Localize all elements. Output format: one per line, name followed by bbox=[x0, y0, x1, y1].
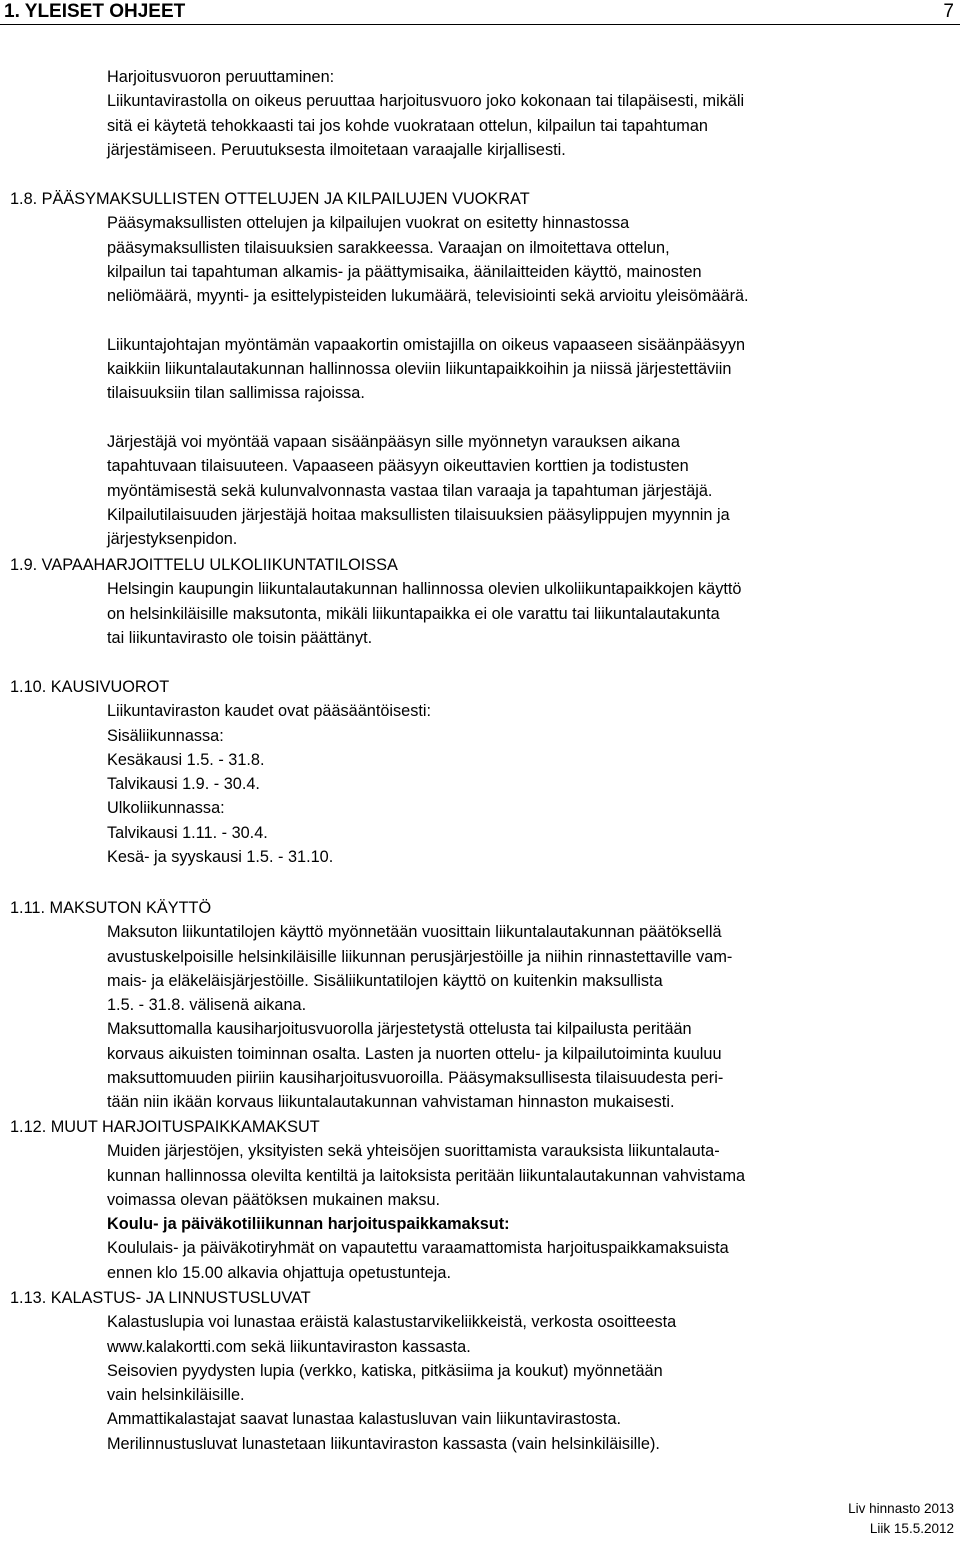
text-line: Kalastuslupia voi lunastaa eräistä kalastustarvikeliikkeistä, verkosta osoitteesta bbox=[107, 1313, 677, 1332]
section-heading: 1.11. MAKSUTON KÄYTTÖ bbox=[10, 899, 212, 917]
text-line: Liikuntavirastolla on oikeus peruuttaa harjoitusvuoro joko kokonaan tai tilapäisesti, mikäli bbox=[107, 92, 745, 111]
text-line: Harjoitusvuoron peruuttaminen: bbox=[107, 68, 335, 86]
text-line: Liikuntajohtajan myöntämän vapaakortin omistajilla on oikeus vapaaseen sisäänpääsyyn bbox=[107, 335, 746, 354]
text-line: neliömäärä, myynti- ja esittelypisteiden lukumäärä, televisiointi sekä arvioitu yleisömäärä. bbox=[107, 287, 749, 306]
text-line: Järjestäjä voi myöntää vapaan sisäänpääsyn sille myönnetyn varauksen aikana bbox=[107, 432, 680, 451]
text-line: Seisovien pyydysten lupia (verkko, katiska, pitkäsiima ja koukut) myönnetään bbox=[107, 1361, 663, 1380]
section-1-12 bbox=[0, 1115, 960, 1285]
text-line: Pääsymaksullisten ottelujen ja kilpailujen vuokrat on esitetty hinnastossa bbox=[107, 214, 630, 233]
text-line: avustuskelpoisille helsinkiläisille liikunnan perusjärjestöille ja niihin rinnastettaville vam- bbox=[107, 947, 733, 966]
text-line: ennen klo 15.00 alkavia ohjattuja opetustunteja. bbox=[107, 1263, 451, 1282]
text-line: sitä ei käytetä tehokkaasti tai jos kohde vuokrataan ottelun, kilpailun tai tapahtuman bbox=[107, 116, 708, 135]
text-line: Kesäkausi 1.5. - 31.8. bbox=[107, 750, 265, 769]
text-line: myöntämisestä sekä kulunvalvonnasta vastaa tilan varaaja ja tapahtuman järjestäjä. bbox=[107, 481, 713, 500]
text-line: järjestyksenpidon. bbox=[107, 530, 238, 549]
text-line: tapahtuvaan tilaisuuteen. Vapaaseen pääsyyn oikeuttavien korttien ja todistusten bbox=[107, 457, 689, 476]
text-line: www.kalakortti.com sekä liikuntaviraston kassasta. bbox=[107, 1337, 471, 1356]
text-line: tai liikuntavirasto ole toisin päättänyt. bbox=[107, 628, 373, 647]
text-line: kilpailun tai tapahtuman alkamis- ja päättymisaika, äänilaitteiden käyttö, mainosten bbox=[107, 262, 702, 281]
text-line: Talvikausi 1.11. - 30.4. bbox=[107, 823, 268, 842]
section-1-11 bbox=[0, 896, 960, 1115]
text-line: tilaisuuksiin tilan sallimissa rajoissa. bbox=[107, 384, 365, 403]
text-line: Maksuttomalla kausiharjoitusvuorolla järjestetystä ottelusta tai kilpailusta peritään bbox=[107, 1020, 692, 1039]
text-line: Sisäliikunnassa: bbox=[107, 726, 224, 745]
section-1-9 bbox=[0, 553, 960, 650]
section-1-10 bbox=[0, 675, 960, 869]
text-line: Koululais- ja päiväkotiryhmät on vapautettu varaamattomista harjoituspaikkamaksuista bbox=[107, 1239, 729, 1258]
text-line: Liikuntaviraston kaudet ovat pääsääntöisesti: bbox=[107, 702, 432, 721]
section-heading: 1.10. KAUSIVUOROT bbox=[10, 678, 170, 696]
text-line: Kilpailutilaisuuden järjestäjä hoitaa maksullisten tilaisuuksien pääsylippujen myynnin ja bbox=[107, 505, 730, 524]
text-line: Ammattikalastajat saavat lunastaa kalastusluvan vain liikuntavirastosta. bbox=[107, 1410, 622, 1429]
subheading: Koulu- ja päiväkotiliikunnan harjoituspaikkamaksut: bbox=[107, 1215, 510, 1234]
text-line: Maksuton liikuntatilojen käyttö myönnetään vuosittain liikuntalautakunnan päätöksellä bbox=[107, 923, 722, 942]
section-heading: 1.12. MUUT HARJOITUSPAIKKAMAKSUT bbox=[10, 1118, 320, 1136]
chapter-title: 1. YLEISET OHJEET bbox=[4, 1, 186, 22]
page-header bbox=[0, 0, 960, 26]
text-line: maksuttomuuden piiriin kausiharjoitusvuoroilla. Pääsymaksullisesta tilaisuudesta peri- bbox=[107, 1069, 724, 1088]
text-line: Merilinnustusluvat lunastetaan liikuntaviraston kassasta (vain helsinkiläisille). bbox=[107, 1434, 660, 1453]
section-heading: 1.9. VAPAAHARJOITTELU ULKOLIIKUNTATILOISSA bbox=[10, 556, 398, 574]
section-heading: 1.13. KALASTUS- JA LINNUSTUSLUVAT bbox=[10, 1289, 311, 1307]
footer-line: Liik 15.5.2012 bbox=[869, 1521, 954, 1536]
text-line: pääsymaksullisten tilaisuuksien sarakkeessa. Varaajan on ilmoitettava ottelun, bbox=[107, 238, 670, 257]
text-line: mais- ja eläkeläisjärjestöille. Sisäliikuntatilojen käyttö on kuitenkin maksullista bbox=[107, 971, 663, 990]
text-line: Kesä- ja syyskausi 1.5. - 31.10. bbox=[107, 848, 334, 867]
section-1-8 bbox=[0, 187, 960, 551]
text-line: kunnan hallinnossa olevilta kentiltä ja laitoksista peritään liikuntalautakunnan vahvistama bbox=[107, 1166, 746, 1185]
page-number: 7 bbox=[943, 1, 954, 22]
text-line: on helsinkiläisille maksutonta, mikäli liikuntapaikka ei ole varattu tai liikuntalautakunta bbox=[107, 604, 720, 623]
text-line: korvaus aikuisten toiminnan osalta. Lasten ja nuorten ottelu- ja kilpailutoiminta kuuluu bbox=[107, 1044, 722, 1063]
section-heading: 1.8. PÄÄSYMAKSULLISTEN OTTELUJEN JA KILPAILUJEN VUOKRAT bbox=[10, 190, 530, 208]
section-1-13 bbox=[0, 1286, 960, 1456]
footer-line: Liv hinnasto 2013 bbox=[848, 1501, 954, 1516]
text-line: tään niin ikään korvaus liikuntalautakunnan vahvistaman hinnaston mukaisesti. bbox=[107, 1093, 675, 1112]
section-intro bbox=[0, 65, 960, 162]
text-line: vain helsinkiläisille. bbox=[107, 1386, 245, 1405]
text-line: Ulkoliikunnassa: bbox=[107, 799, 225, 818]
text-line: Muiden järjestöjen, yksityisten sekä yhteisöjen suorittamista varauksista liikuntalauta- bbox=[107, 1142, 720, 1161]
text-line: järjestämiseen. Peruutuksesta ilmoitetaan varaajalle kirjallisesti. bbox=[107, 140, 566, 159]
text-line: voimassa olevan päätöksen mukainen maksu. bbox=[107, 1190, 441, 1209]
text-line: Talvikausi 1.9. - 30.4. bbox=[107, 775, 260, 794]
text-line: Helsingin kaupungin liikuntalautakunnan hallinnossa olevien ulkoliikuntapaikkojen käyttö bbox=[107, 580, 742, 599]
footer bbox=[654, 1499, 954, 1539]
header-divider bbox=[0, 24, 960, 25]
text-line: kaikkiin liikuntalautakunnan hallinnossa oleviin liikuntapaikkoihin ja niissä järjestettäviin bbox=[107, 360, 732, 379]
text-line: 1.5. - 31.8. välisenä aikana. bbox=[107, 996, 307, 1015]
